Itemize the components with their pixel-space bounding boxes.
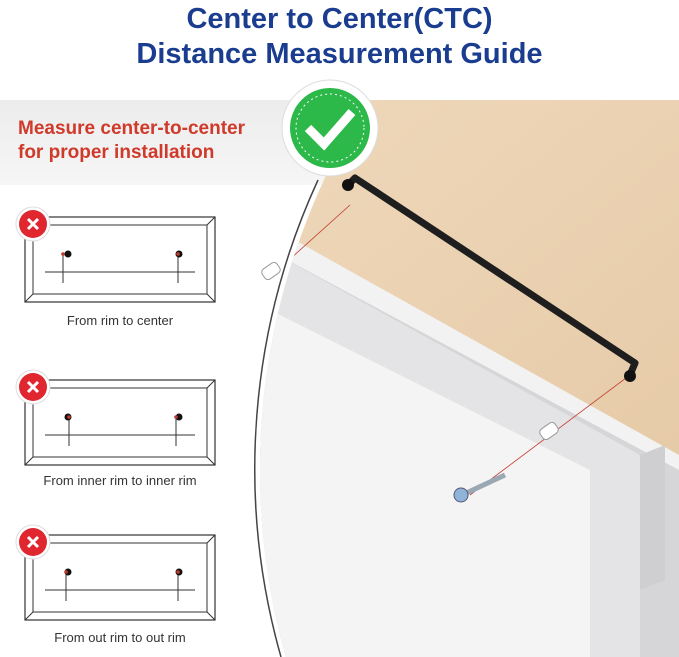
subtitle [18, 117, 245, 165]
x-mark-icon [16, 525, 50, 559]
example-frame [25, 217, 215, 302]
subtitle-line-2: for proper installation [18, 142, 215, 163]
caption-rim-to-center: From rim to center [66, 313, 174, 328]
subtitle-line-1: Measure center-to-center [18, 118, 246, 139]
x-mark-icon [16, 207, 50, 241]
title-line-2: Distance Measurement Guide [136, 38, 543, 70]
hole-marker [260, 261, 282, 281]
example-frame [25, 535, 215, 620]
example-frame [25, 380, 215, 465]
x-mark-icon [16, 370, 50, 404]
title-line-1: Center to Center(CTC) [186, 3, 493, 35]
check-mark-icon [282, 80, 378, 176]
caption-out-rim: From out rim to out rim [54, 630, 186, 645]
page-title [0, 0, 679, 72]
caption-inner-rim: From inner rim to inner rim [43, 473, 197, 488]
